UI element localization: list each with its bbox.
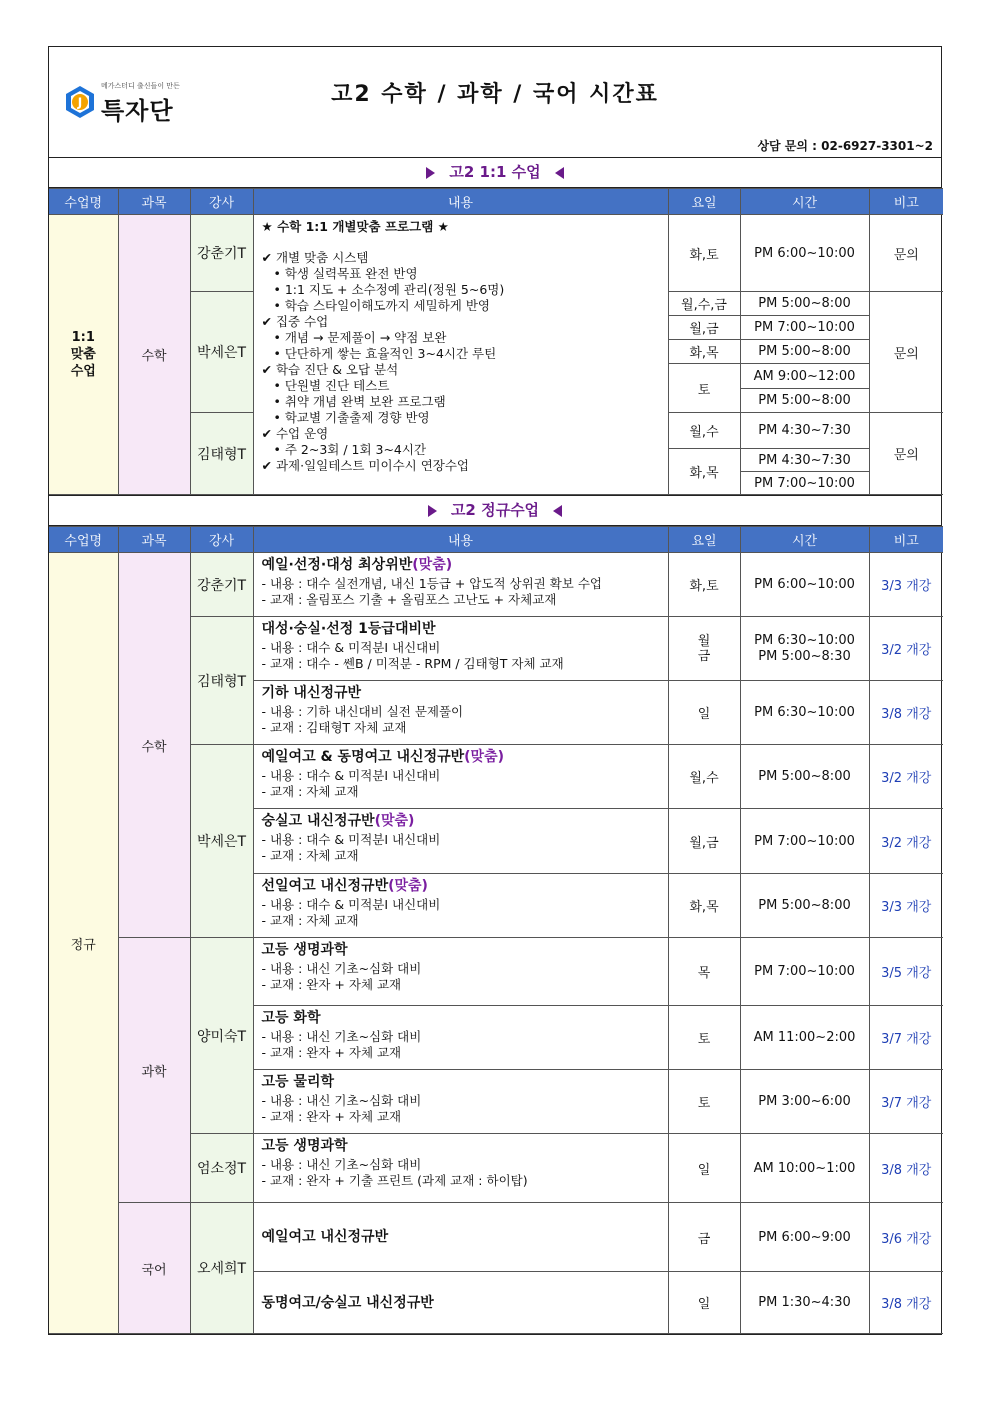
- course-title: 숭실고 내신정규반(맞춤): [261, 813, 415, 829]
- col-header: 비고: [869, 189, 943, 215]
- table-row: [49, 938, 943, 1006]
- col-header: 강사: [190, 527, 253, 553]
- col-header: 시간: [740, 189, 869, 215]
- day-cell: 월,수: [668, 413, 740, 449]
- start-date-cell: 3/3 개강: [869, 553, 943, 617]
- course-line: - 교재 : 자체 교재: [261, 848, 359, 863]
- start-date-cell: 3/2 개강: [869, 809, 943, 874]
- program-line: • 취약 개념 완벽 보완 프로그램: [273, 394, 446, 409]
- time-cell: PM 4:30~7:30: [740, 449, 869, 472]
- col-header: 과목: [118, 527, 190, 553]
- course-line: - 내용 : 대수 실전개념, 내신 1등급 + 압도적 상위권 확보 수업: [261, 576, 602, 591]
- program-line: • 단원별 진단 테스트: [273, 378, 390, 393]
- table-row: [49, 215, 943, 292]
- course-title: 고등 물리학: [261, 1074, 334, 1090]
- time-cell: PM 3:00~6:00: [740, 1070, 869, 1134]
- time-cell: PM 5:00~8:00: [740, 874, 869, 938]
- course-content-cell: [253, 1070, 668, 1134]
- course-line: - 교재 : 김태형T 자체 교재: [261, 720, 407, 735]
- course-title: 예일여고 내신정규반: [261, 1229, 389, 1245]
- triangle-right-icon: [426, 167, 435, 179]
- triangle-left-icon: [555, 167, 564, 179]
- program-line: ✔ 집중 수업: [261, 314, 329, 329]
- time-cell: PM 5:00~8:00: [740, 745, 869, 809]
- teacher-cell: 엄소정T: [190, 1134, 253, 1203]
- day-cell: 토: [668, 364, 740, 413]
- teacher-cell: 오세희T: [190, 1203, 253, 1334]
- day-cell: 월,수,금: [668, 292, 740, 316]
- course-content-cell: [253, 617, 668, 681]
- start-date-cell: 3/7 개강: [869, 1006, 943, 1070]
- table-row: [49, 1203, 943, 1272]
- start-date-cell: 3/7 개강: [869, 1070, 943, 1134]
- program-title-row: [262, 218, 660, 236]
- section-title-1on1: [49, 158, 941, 188]
- teacher-cell: 박세은T: [190, 745, 253, 938]
- col-header: 내용: [253, 527, 668, 553]
- program-line: ✔ 개별 맞춤 시스템: [261, 250, 369, 265]
- course-tag: (맞춤): [412, 557, 453, 573]
- course-title: 고등 생명과학: [261, 1138, 348, 1154]
- day-cell: 화,목: [668, 874, 740, 938]
- day-cell: 화,토: [668, 553, 740, 617]
- time-cell: PM 7:00~10:00: [740, 938, 869, 1006]
- day-cell: 화,목: [668, 449, 740, 495]
- class-name-cell: 정규: [49, 553, 118, 1334]
- day-cell: 월 금: [668, 617, 740, 681]
- time-cell: PM 6:00~9:00: [740, 1203, 869, 1272]
- class-name-cell: 1:1 맞춤 수업: [49, 215, 118, 495]
- document-header: [49, 47, 941, 158]
- time-cell: PM 1:30~4:30: [740, 1272, 869, 1334]
- day-cell: 금: [668, 1203, 740, 1272]
- course-title: 선일여고 내신정규반(맞춤): [261, 878, 428, 894]
- course-line: - 내용 : 대수 & 미적분Ⅰ 내신대비: [261, 832, 441, 847]
- subject-cell: 국어: [118, 1203, 190, 1334]
- course-line: - 내용 : 내신 기초~심화 대비: [261, 961, 422, 976]
- course-content-cell: [253, 1006, 668, 1070]
- time-cell: PM 5:00~8:00: [740, 340, 869, 364]
- course-content-cell: [253, 745, 668, 809]
- start-date-cell: 3/5 개강: [869, 938, 943, 1006]
- col-header: 강사: [190, 189, 253, 215]
- teacher-cell: 박세은T: [190, 292, 253, 413]
- note-cell: 문의: [869, 292, 943, 413]
- col-header: 수업명: [49, 189, 118, 215]
- course-line: - 내용 : 대수 & 미적분Ⅰ 내신대비: [261, 768, 441, 783]
- course-content-cell: [253, 1134, 668, 1203]
- program-line: • 학습 스타일이해도까지 세밀하게 반영: [273, 298, 490, 313]
- day-cell: 토: [668, 1070, 740, 1134]
- col-header: 과목: [118, 189, 190, 215]
- course-content-cell: [253, 1203, 668, 1272]
- course-title: 예일·선정·대성 최상위반(맞춤): [261, 557, 453, 573]
- course-tag: (맞춤): [374, 813, 415, 829]
- course-title: 대성·숭실·선정 1등급대비반: [261, 621, 436, 637]
- star-icon: ★: [437, 219, 449, 234]
- table-header-row: [49, 527, 943, 553]
- contact-info: 상담 문의 : 02-6927-3301~2: [757, 139, 933, 153]
- course-tag: (맞춤): [464, 749, 505, 765]
- star-icon: ★: [261, 219, 273, 234]
- table-regular: [49, 526, 943, 1334]
- course-line: - 내용 : 대수 & 미적분Ⅰ 내신대비: [261, 640, 441, 655]
- course-content-cell: [253, 874, 668, 938]
- program-line: • 학생 실력목표 완전 반영: [273, 266, 418, 281]
- note-cell: 문의: [869, 215, 943, 292]
- start-date-cell: 3/2 개강: [869, 745, 943, 809]
- course-title: 동명여고/숭실고 내신정규반: [261, 1294, 434, 1311]
- course-line: - 교재 : 완자 + 기출 프린트 (과제 교재 : 하이탑): [261, 1173, 528, 1188]
- time-cell: PM 7:00~10:00: [740, 472, 869, 495]
- program-line: ✔ 학습 진단 & 오답 분석: [261, 362, 399, 377]
- time-cell: AM 11:00~2:00: [740, 1006, 869, 1070]
- course-line: - 교재 : 자체 교재: [261, 913, 359, 928]
- logo-tagline: 메가스터디 출신들이 만든: [101, 82, 180, 90]
- timetable-sheet: [48, 46, 942, 1335]
- start-date-cell: 3/8 개강: [869, 681, 943, 745]
- day-cell: 일: [668, 1134, 740, 1203]
- teacher-cell: 김태형T: [190, 413, 253, 495]
- time-cell: AM 9:00~12:00: [740, 364, 869, 389]
- subject-cell: 과학: [118, 938, 190, 1203]
- day-cell: 월,수: [668, 745, 740, 809]
- teacher-cell: 김태형T: [190, 617, 253, 745]
- program-line: • 주 2~3회 / 1회 3~4시간: [273, 442, 427, 457]
- day-cell: 목: [668, 938, 740, 1006]
- time-cell: PM 7:00~10:00: [740, 316, 869, 340]
- program-line: • 개념 → 문제풀이 → 약점 보완: [273, 330, 447, 345]
- time-cell: PM 6:00~10:00: [740, 553, 869, 617]
- table-row: [49, 553, 943, 617]
- day-cell: 화,목: [668, 340, 740, 364]
- start-date-cell: 3/6 개강: [869, 1203, 943, 1272]
- teacher-cell: 강춘기T: [190, 553, 253, 617]
- time-cell: PM 6:00~10:00: [740, 215, 869, 292]
- course-content-cell: [253, 938, 668, 1006]
- program-content-cell: [253, 215, 668, 495]
- col-header: 비고: [869, 527, 943, 553]
- section-title-text: 고2 정규수업: [450, 501, 540, 519]
- course-line: - 교재 : 완자 + 자체 교재: [261, 1045, 402, 1060]
- course-title: 고등 생명과학: [261, 942, 348, 958]
- time-cell: PM 5:00~8:00: [740, 389, 869, 413]
- course-line: - 교재 : 완자 + 자체 교재: [261, 1109, 402, 1124]
- course-tag: (맞춤): [388, 878, 428, 894]
- time-cell: AM 10:00~1:00: [740, 1134, 869, 1203]
- course-line: - 교재 : 자체 교재: [261, 784, 359, 799]
- day-cell: 토: [668, 1006, 740, 1070]
- course-line: - 내용 : 대수 & 미적분Ⅰ 내신대비: [261, 897, 441, 912]
- table-header-row: [49, 189, 943, 215]
- triangle-left-icon: [553, 505, 562, 517]
- day-cell: 일: [668, 1272, 740, 1334]
- subject-cell: 수학: [118, 215, 190, 495]
- time-cell: PM 6:30~10:00 PM 5:00~8:30: [740, 617, 869, 681]
- note-cell: 문의: [869, 413, 943, 495]
- course-title: 기하 내신정규반: [261, 685, 362, 701]
- subject-cell: 수학: [118, 553, 190, 938]
- course-line: - 내용 : 내신 기초~심화 대비: [261, 1157, 422, 1172]
- program-line: • 단단하게 쌓는 효율적인 3~4시간 루틴: [273, 346, 497, 361]
- course-content-cell: [253, 681, 668, 745]
- day-cell: 일: [668, 681, 740, 745]
- col-header: 요일: [668, 527, 740, 553]
- course-content-cell: [253, 553, 668, 617]
- page-title: 고2 수학 / 과학 / 국어 시간표: [331, 82, 659, 107]
- time-cell: PM 4:30~7:30: [740, 413, 869, 449]
- table-1on1: [49, 188, 943, 495]
- course-content-cell: [253, 809, 668, 874]
- start-date-cell: 3/8 개강: [869, 1272, 943, 1334]
- start-date-cell: 3/3 개강: [869, 874, 943, 938]
- course-line: - 교재 : 올림포스 기출 + 올림포스 고난도 + 자체교재: [261, 592, 557, 607]
- course-line: - 내용 : 내신 기초~심화 대비: [261, 1029, 422, 1044]
- col-header: 시간: [740, 527, 869, 553]
- day-cell: 월,금: [668, 316, 740, 340]
- course-title: 예일여고 & 동명여고 내신정규반(맞춤): [261, 749, 505, 765]
- col-header: 내용: [253, 189, 668, 215]
- time-cell: PM 5:00~8:00: [740, 292, 869, 316]
- program-line: • 1:1 지도 + 소수정예 관리(정원 5~6명): [273, 282, 505, 297]
- section-title-text: 고2 1:1 수업: [449, 163, 541, 181]
- course-content-cell: [253, 1272, 668, 1334]
- program-line: ✔ 수업 운영: [261, 426, 329, 441]
- start-date-cell: 3/8 개강: [869, 1134, 943, 1203]
- course-line: - 교재 : 완자 + 자체 교재: [261, 977, 402, 992]
- program-title: 수학 1:1 개별맞춤 프로그램: [277, 219, 434, 234]
- day-cell: 화,토: [668, 215, 740, 292]
- course-title: 고등 화학: [261, 1010, 321, 1026]
- course-line: - 내용 : 기하 내신대비 실전 문제풀이: [261, 704, 464, 719]
- teacher-cell: 강춘기T: [190, 215, 253, 292]
- col-header: 요일: [668, 189, 740, 215]
- col-header: 수업명: [49, 527, 118, 553]
- teacher-cell: 양미숙T: [190, 938, 253, 1134]
- logo-name: 특자단: [101, 97, 174, 125]
- triangle-right-icon: [428, 505, 437, 517]
- program-line: • 학교별 기출출제 경향 반영: [273, 410, 430, 425]
- course-line: - 내용 : 내신 기초~심화 대비: [261, 1093, 422, 1108]
- start-date-cell: 3/2 개강: [869, 617, 943, 681]
- time-cell: PM 7:00~10:00: [740, 809, 869, 874]
- time-cell: PM 6:30~10:00: [740, 681, 869, 745]
- program-line: ✔ 과제·일일테스트 미이수시 연장수업: [261, 458, 469, 473]
- logo-mark-letter: J: [77, 95, 83, 110]
- section-title-regular: [49, 495, 941, 526]
- day-cell: 월,금: [668, 809, 740, 874]
- course-line: - 교재 : 대수 - 쎈B / 미적분 - RPM / 김태형T 자체 교재: [261, 656, 564, 671]
